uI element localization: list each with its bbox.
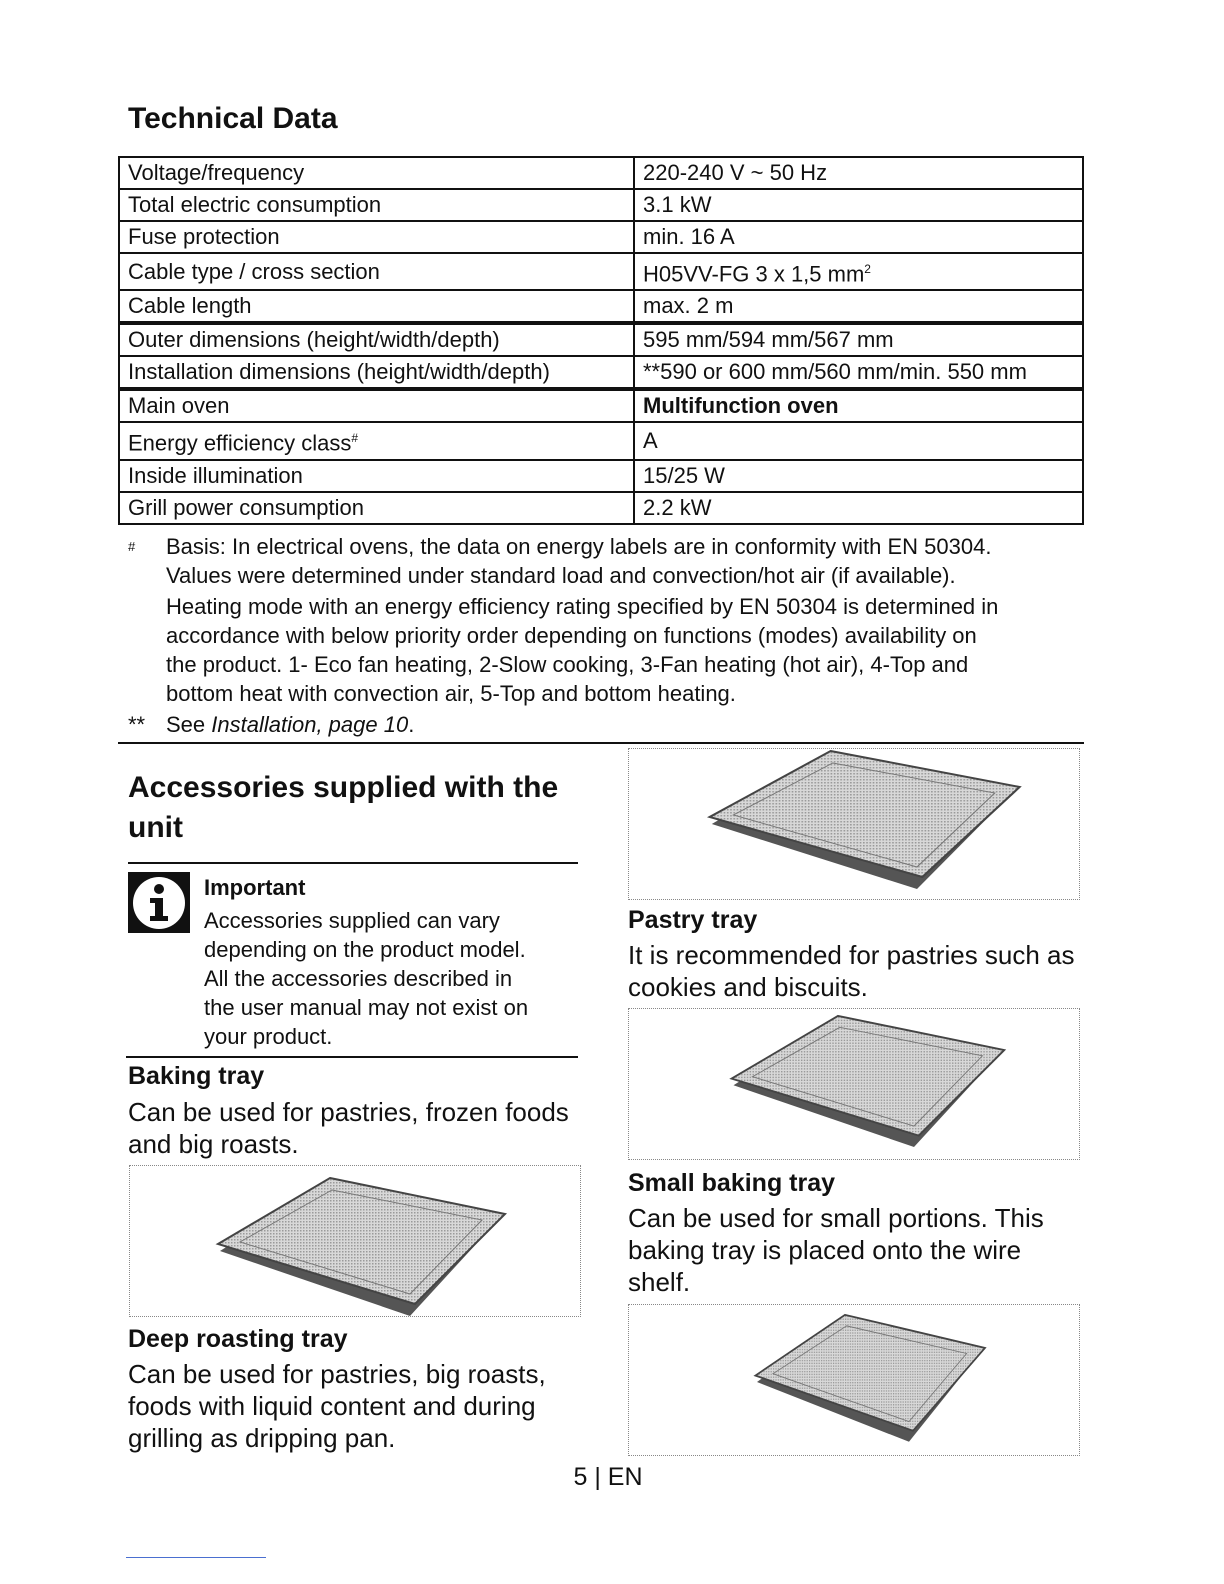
important-bottom-rule [126, 1056, 578, 1058]
section-divider [118, 742, 1084, 744]
accessories-title [128, 768, 558, 848]
row-label [119, 290, 634, 323]
important-top-rule [128, 862, 578, 864]
row-label [119, 422, 634, 459]
label-text: Inside illumination [128, 462, 303, 488]
label-sup: # [351, 431, 359, 446]
row-value [634, 189, 1083, 221]
footnote-star-mark: ** [128, 712, 146, 737]
desc-line: It is recommended for pastries such as [628, 940, 1075, 970]
table-row [119, 157, 1083, 189]
pastry-tray-title: Pastry tray [628, 906, 758, 934]
table-row [119, 460, 1083, 492]
page-number: 5 | EN [573, 1463, 643, 1491]
page-reference-link[interactable]: Installation, page 10 [211, 712, 409, 737]
row-value [634, 460, 1083, 492]
desc-line: shelf. [628, 1267, 691, 1297]
title-line: unit [128, 811, 183, 844]
row-label [119, 221, 634, 253]
small-baking-tray-image [628, 1008, 1080, 1160]
label-text: Voltage/frequency [128, 160, 305, 185]
baking-tray-desc [128, 1096, 569, 1160]
value-text: H05VV-FG 3 x 1,5 mm [643, 261, 865, 287]
row-label [119, 460, 634, 492]
important-text [204, 906, 528, 1051]
value-text: 15/25 W [643, 462, 725, 488]
info-icon [128, 872, 190, 933]
footnote-hash-mark: # [128, 539, 136, 554]
row-value [634, 422, 1083, 459]
table-row [119, 422, 1083, 459]
footnote-text: . [408, 712, 415, 737]
row-value [634, 157, 1083, 189]
label-text: Installation dimensions (height/width/depth) [128, 359, 550, 385]
table-row [119, 290, 1083, 323]
footnote-line: Values were determined under standard load and convection/hot air (if available). [166, 563, 956, 588]
deep-roasting-tray-title: Deep roasting tray [128, 1325, 348, 1353]
label-text: Energy efficiency class [128, 430, 352, 456]
value-text: 2.2 kW [643, 494, 712, 520]
row-value [634, 356, 1083, 389]
value-text: 3.1 kW [643, 192, 712, 217]
pastry-tray-desc [628, 939, 1075, 1003]
row-label [119, 389, 634, 422]
value-text: Multifunction oven [643, 393, 839, 419]
desc-line: and big roasts. [128, 1129, 299, 1159]
footnote-hash [166, 532, 998, 708]
footnote-line: accordance with below priority order depending on functions (modes) availability on [166, 623, 977, 648]
label-text: Main oven [128, 393, 230, 419]
value-text: A [643, 427, 658, 453]
label-text: Grill power consumption [128, 494, 364, 520]
table-row [119, 189, 1083, 221]
technical-data-table [118, 156, 1084, 525]
deep-roasting-tray-image [628, 1304, 1080, 1456]
technical-data-title: Technical Data [128, 102, 338, 135]
pastry-tray-image [628, 748, 1080, 900]
footnote-line: Heating mode with an energy efficiency rating specified by EN 50304 is determined in [166, 594, 999, 619]
value-text: **590 or 600 mm/560 mm/min. 550 mm [643, 359, 1027, 385]
baking-tray-title: Baking tray [128, 1062, 265, 1090]
important-line: depending on the product model. [204, 937, 526, 962]
row-label [119, 157, 634, 189]
row-value [634, 389, 1083, 422]
row-value [634, 323, 1083, 356]
row-label [119, 492, 634, 524]
footnote-line: the product. 1- Eco fan heating, 2-Slow cooking, 3-Fan heating (hot air), 4-Top and [166, 652, 969, 677]
table-row [119, 221, 1083, 253]
row-label [119, 323, 634, 356]
row-value [634, 492, 1083, 524]
value-text: min. 16 A [643, 224, 735, 249]
desc-line: cookies and biscuits. [628, 972, 868, 1002]
row-label [119, 356, 634, 389]
desc-line: grilling as dripping pan. [128, 1423, 396, 1453]
row-label [119, 189, 634, 221]
footnote-star [166, 710, 414, 739]
title-line: Accessories supplied with the [128, 771, 559, 804]
desc-line: foods with liquid content and during [128, 1391, 536, 1421]
small-baking-tray-title: Small baking tray [628, 1169, 836, 1197]
small-baking-tray-desc [628, 1202, 1044, 1298]
label-text: Cable length [128, 293, 252, 319]
table-row [119, 389, 1083, 422]
label-text: Outer dimensions (height/width/depth) [128, 327, 500, 353]
important-line: Accessories supplied can vary [204, 908, 500, 933]
label-text: Fuse protection [128, 224, 280, 249]
important-line: your product. [204, 1024, 333, 1049]
important-line: the user manual may not exist on [204, 995, 529, 1020]
important-title: Important [204, 875, 306, 900]
row-value [634, 253, 1083, 290]
label-text: Cable type / cross section [128, 258, 380, 284]
footnote-line: bottom heat with convection air, 5-Top and bottom heating. [166, 681, 736, 706]
important-line: All the accessories described in [204, 966, 513, 991]
table-row [119, 492, 1083, 524]
desc-line: Can be used for pastries, big roasts, [128, 1359, 546, 1389]
table-row [119, 253, 1083, 290]
value-text: 595 mm/594 mm/567 mm [643, 327, 894, 353]
value-sup: 2 [864, 262, 871, 276]
row-label [119, 253, 634, 290]
row-value [634, 221, 1083, 253]
footnote-text: See [166, 712, 212, 737]
table-row [119, 323, 1083, 356]
desc-line: Can be used for pastries, frozen foods [128, 1097, 569, 1127]
label-text: Total electric consumption [128, 192, 382, 217]
deep-roasting-tray-desc [128, 1358, 546, 1454]
value-text: max. 2 m [643, 293, 734, 319]
desc-line: baking tray is placed onto the wire [628, 1235, 1022, 1265]
footer-link-line [126, 1557, 266, 1558]
table-row [119, 356, 1083, 389]
footnote-line: Basis: In electrical ovens, the data on energy labels are in conformity with EN 50304. [166, 534, 992, 559]
baking-tray-image [129, 1165, 581, 1317]
row-value [634, 290, 1083, 323]
value-text: 220-240 V ~ 50 Hz [643, 160, 828, 185]
desc-line: Can be used for small portions. This [628, 1203, 1044, 1233]
